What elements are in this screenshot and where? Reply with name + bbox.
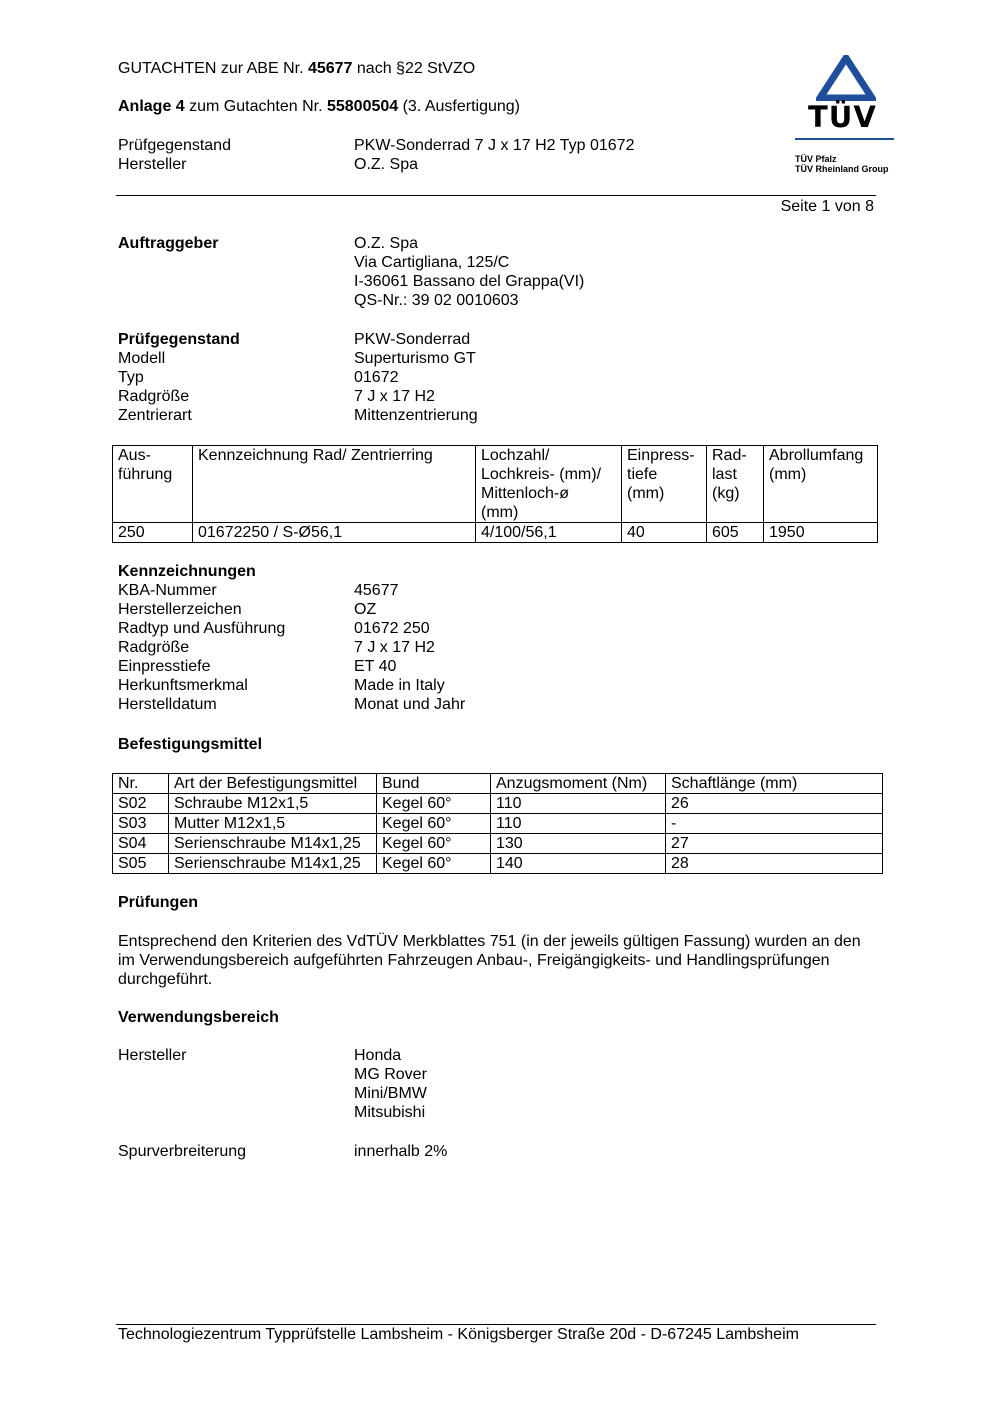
tuv-logo — [790, 55, 900, 180]
befestigung-title: Befestigungsmittel — [118, 736, 263, 753]
auftraggeber-address — [354, 234, 584, 310]
befestigung-table — [112, 773, 883, 874]
header-line: Aus- — [118, 447, 151, 464]
abe-number: 45677 — [307, 60, 353, 77]
auftraggeber-label: Auftraggeber — [118, 235, 219, 252]
table-cell: 250 — [113, 523, 193, 543]
field-value: 7 J x 17 H2 — [354, 388, 435, 405]
header-line: Abrollumfang — [769, 447, 864, 464]
pruefgegenstand-label: Prüfgegenstand — [118, 331, 240, 348]
header-line: Lochzahl/ — [481, 447, 550, 464]
header-line: (mm) — [627, 485, 665, 502]
field-key: Herstelldatum — [118, 696, 217, 713]
field-key: Herstellerzeichen — [118, 601, 242, 618]
field-value: 01672 250 — [354, 620, 430, 637]
header-value: PKW-Sonderrad 7 J x 17 H2 Typ 01672 — [354, 137, 635, 154]
table-cell: Kegel 60° — [377, 834, 491, 854]
table-cell: Kegel 60° — [377, 814, 491, 834]
title-prefix: GUTACHTEN zur ABE Nr. — [118, 60, 308, 77]
table-header-cell — [622, 446, 707, 523]
address-line: I-36061 Bassano del Grappa(VI) — [354, 273, 585, 290]
table-cell: 28 — [666, 854, 883, 874]
table-cell: Kegel 60° — [377, 794, 491, 814]
logo-line2: TÜV Rheinland Group — [795, 164, 889, 174]
table-header-cell — [476, 446, 622, 523]
table-cell: Serienschraube M14x1,25 — [169, 854, 377, 874]
annex-line — [118, 97, 520, 116]
header-line: Einpress- — [627, 447, 695, 464]
header-line: Mittenloch-ø — [481, 485, 570, 502]
pruefgegenstand-value: PKW-Sonderrad — [354, 331, 471, 348]
annex-label: Anlage 4 — [118, 98, 185, 115]
field-value: 01672 — [354, 369, 399, 386]
table-cell: 1950 — [764, 523, 878, 543]
table-header-cell — [764, 446, 878, 523]
verwendung-title-wrap — [118, 1008, 279, 1027]
field-key: Typ — [118, 369, 144, 386]
table-header-cell — [193, 446, 476, 523]
table-cell: S03 — [113, 814, 169, 834]
header-line: führung — [118, 466, 173, 483]
pruefungen-title-wrap — [118, 893, 198, 912]
logo-rule — [795, 138, 894, 140]
list-item: Mini/BMW — [354, 1085, 427, 1102]
table-cell: 130 — [491, 834, 666, 854]
logo-line1: TÜV Pfalz — [795, 154, 837, 164]
verwendung-title: Verwendungsbereich — [118, 1009, 279, 1026]
field-value: 45677 — [354, 582, 399, 599]
table-cell: S02 — [113, 794, 169, 814]
document-title — [118, 59, 475, 78]
list-item: Honda — [354, 1047, 402, 1064]
table-header-cell: Nr. — [113, 774, 169, 794]
table-cell: 40 — [622, 523, 707, 543]
table-row — [113, 834, 883, 854]
header-line: Lochkreis- (mm)/ — [481, 466, 602, 483]
field-key: Herkunftsmerkmal — [118, 677, 248, 694]
table-cell: Kegel 60° — [377, 854, 491, 874]
address-line: Via Cartigliana, 125/C — [354, 254, 510, 271]
section-auftraggeber-label — [118, 234, 218, 253]
spur-value: innerhalb 2% — [354, 1143, 448, 1160]
hersteller-list — [354, 1046, 427, 1122]
table-cell: 26 — [666, 794, 883, 814]
field-value: ET 40 — [354, 658, 397, 675]
table-cell: 110 — [491, 794, 666, 814]
table-header-cell — [113, 446, 193, 523]
table-header-row — [113, 446, 878, 523]
field-value: Made in Italy — [354, 677, 445, 694]
report-number: 55800504 — [326, 98, 399, 115]
annex-suffix: (3. Ausfertigung) — [398, 98, 520, 115]
header-divider — [116, 195, 876, 196]
table-cell: Schraube M12x1,5 — [169, 794, 377, 814]
field-key: Einpresstiefe — [118, 658, 211, 675]
field-key: KBA-Nummer — [118, 582, 217, 599]
table-cell: Serienschraube M14x1,25 — [169, 834, 377, 854]
befestigung-title-wrap — [118, 735, 262, 754]
pruefungen-text: Entsprechend den Kriterien des VdTÜV Merkblattes 751 (in der jeweils gültigen Fassung) wurden an den im Verwendungsbereich aufgeführten Fahrzeugen Anbau-, Freigängigkeits- und Handlingsprüfungen durchgeführt. — [118, 933, 861, 988]
list-item: MG Rover — [354, 1066, 427, 1083]
table-header-cell: Anzugsmoment (Nm) — [491, 774, 666, 794]
table-row — [113, 814, 883, 834]
header-line: tiefe — [627, 466, 658, 483]
verwendung-hersteller-label: Hersteller — [118, 1047, 187, 1064]
header-line: (kg) — [712, 485, 740, 502]
header-line: (mm) — [769, 466, 807, 483]
field-key: Zentrierart — [118, 407, 192, 424]
table-cell: 27 — [666, 834, 883, 854]
table-header-row — [113, 774, 883, 794]
header-value: O.Z. Spa — [354, 156, 419, 173]
header-line: (mm) — [481, 504, 519, 521]
rad-table — [112, 445, 878, 543]
table-header-cell: Schaftlänge (mm) — [666, 774, 883, 794]
table-cell: S04 — [113, 834, 169, 854]
address-line: QS-Nr.: 39 02 0010603 — [354, 292, 519, 309]
field-value: 7 J x 17 H2 — [354, 639, 435, 656]
field-value: Mittenzentrierung — [354, 407, 478, 424]
table-cell: 605 — [707, 523, 764, 543]
field-value: Superturismo GT — [354, 350, 476, 367]
field-key: Radgröße — [118, 388, 190, 405]
table-cell: S05 — [113, 854, 169, 874]
field-key: Radtyp und Ausführung — [118, 620, 286, 637]
spur-label: Spurverbreiterung — [118, 1143, 247, 1160]
page-number: Seite 1 von 8 — [780, 198, 874, 215]
table-cell: - — [666, 814, 883, 834]
header-key: Hersteller — [118, 156, 187, 173]
tuv-triangle-icon — [816, 55, 876, 101]
table-cell: 01672250 / S-Ø56,1 — [193, 523, 476, 543]
table-row — [113, 523, 878, 543]
annex-middle: zum Gutachten Nr. — [184, 98, 327, 115]
pruefungen-title: Prüfungen — [118, 894, 198, 911]
table-cell: 110 — [491, 814, 666, 834]
logo-brand: TÜV — [808, 100, 877, 134]
table-header-cell: Art der Befestigungsmittel — [169, 774, 377, 794]
table-cell: Mutter M12x1,5 — [169, 814, 377, 834]
header-line: Kennzeichnung Rad/ Zentrierring — [198, 447, 433, 464]
header-line: last — [712, 466, 737, 483]
table-header-cell: Bund — [377, 774, 491, 794]
field-value: OZ — [354, 601, 377, 618]
table-cell: 140 — [491, 854, 666, 874]
title-suffix: nach §22 StVZO — [352, 60, 476, 77]
table-header-cell — [707, 446, 764, 523]
table-row — [113, 854, 883, 874]
kennzeichnungen-title: Kennzeichnungen — [118, 563, 256, 580]
footer-text: Technologiezentrum Typprüfstelle Lambsheim - Königsberger Straße 20d - D-67245 Lambsheim — [118, 1326, 799, 1343]
field-key: Modell — [118, 350, 166, 367]
field-key: Radgröße — [118, 639, 190, 656]
header-key: Prüfgegenstand — [118, 137, 231, 154]
address-line: O.Z. Spa — [354, 235, 419, 252]
header-line: Rad- — [712, 447, 747, 464]
field-value: Monat und Jahr — [354, 696, 466, 713]
table-row — [113, 794, 883, 814]
table-cell: 4/100/56,1 — [476, 523, 622, 543]
list-item: Mitsubishi — [354, 1104, 426, 1121]
